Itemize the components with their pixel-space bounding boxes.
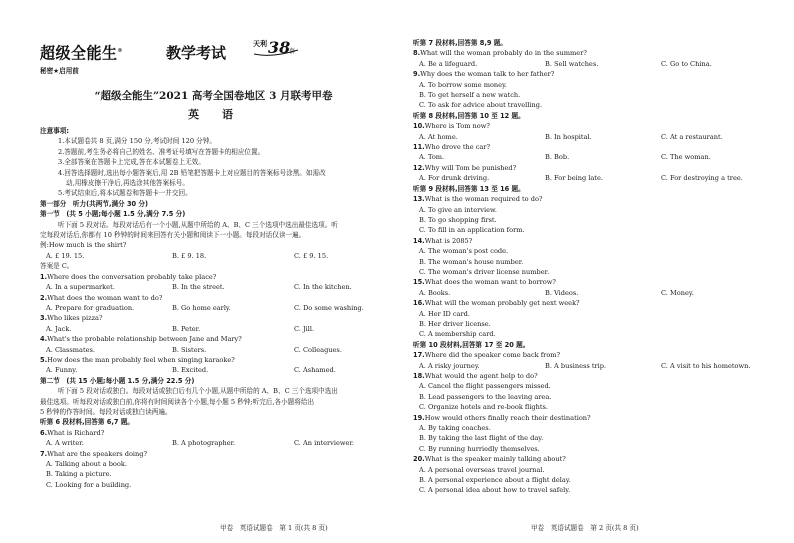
option-c: C. To fill in an application form. [419,226,525,235]
question-2-options [40,303,387,313]
option-a: A. A risky journey. [419,361,480,370]
option-c: C. Jill. [294,324,315,333]
question-12-options [413,173,768,183]
section-1-instructions-cont: 完每段对话后,你都有 10 秒钟的时间来回答有关小题和阅读下一小题。每段对话仅读一遍。 [40,231,306,240]
option-c: C. At a restaurant. [661,132,723,141]
option-b: B. Lead passengers to the leaving area. [419,392,552,401]
section-2-instructions: 听下面 5 段对话或独白。每段对话或独白后有几个小题,从题中所给的 A、B、C 三个选项中选出 [58,387,338,396]
tianli-38-badge [252,34,300,58]
section-1-instructions: 听下面 5 段对话。每段对话后有一个小题,从题中所给的 A、B、C 三个选项中选出最佳选项。听 [58,220,338,229]
option-a: A. Her ID card. [419,309,470,318]
option-b: B. Go home early. [172,303,231,312]
note-5: 5.考试结束后,将本试题卷和答题卡一并交回。 [58,189,192,198]
exam-title: “超级全能生”2021 高考全国卷地区 3 月联考甲卷 [94,90,333,102]
option-c: C. Colleagues. [294,345,342,354]
option-b: B. Sell watches. [545,59,599,68]
option-a: A. Talking about a book. [46,460,127,468]
option-a: A. For drunk driving. [419,174,490,183]
option-b: B. A photographer. [172,439,236,448]
question-6: 6.What is Richard? [40,428,105,437]
question-5-options [40,365,387,375]
question-8-options [413,59,768,69]
option-c: C. The woman. [661,153,711,162]
option-a: A. Classmates. [46,345,96,354]
material-8-heading: 听第 8 段材料,回答第 10 至 12 题。 [413,111,525,120]
brand-subtitle: 教学考试 [166,44,227,62]
material-6-heading: 听第 6 段材料,回答第 6,7 题。 [40,418,134,427]
note-4-cont: 动,用橡皮擦干净后,再选涂其他答案标号。 [66,179,189,188]
question-19: 19.How would others finally reach their destination? [413,413,591,422]
option-c: C. An interviewer. [294,439,354,448]
option-a: A. A personal overseas travel journal. [419,465,545,474]
question-6-options [40,438,387,448]
notes-heading: 注意事项: [40,127,70,135]
question-13: 13.What is the woman required to do? [413,195,543,204]
option-c: C. Go to China. [661,59,712,68]
option-b: B. Peter. [172,324,201,333]
option-a: A. Tom. [419,153,445,162]
option-b: B. Her driver license. [419,319,491,328]
option-c: C. Organize hotels and re-book flights. [419,403,549,412]
option-a: A. Prepare for graduation. [46,303,135,312]
option-a: A. The woman's post code. [419,247,509,256]
option-c: C. The woman's driver license number. [419,267,550,276]
question-20: 20.What is the speaker mainly talking about? [413,455,566,464]
option-c: C. A membership card. [419,330,496,339]
part-1-heading: 第一部分 听力(共两节,满分 30 分) [40,199,149,208]
note-1: 1.本试题卷共 8 页,满分 150 分,考试时间 120 分钟。 [58,137,216,146]
question-18: 18.What would the agent help to do? [413,372,538,380]
option-a: A. Jack. [46,324,72,333]
option-a: A. Funny. [46,366,78,375]
option-c: C. To ask for advice about travelling. [419,101,543,110]
option-b: B. To get herself a new watch. [419,91,521,100]
question-17: 17.Where did the speaker come back from? [413,351,561,360]
section-1-heading: 第一节 (共 5 小题;每小题 1.5 分,满分 7.5 分) [40,210,186,219]
option-c: C. Do some washing. [294,303,364,312]
section-2-instructions-cont-2: 5 秒钟的作答时间。每段对话或独白读两遍。 [40,407,172,416]
option-b: B. Videos. [545,288,579,297]
option-a: A. To give an interview. [419,205,497,214]
option-a: A. A writer. [46,439,84,448]
note-3: 3.全部答案在答题卡上完成,答在本试题卷上无效。 [58,158,205,167]
question-15: 15.What does the woman want to borrow? [413,278,556,287]
option-c: C. Ashamed. [294,366,336,375]
option-b: B. For being late. [545,174,603,183]
question-1-options [40,282,387,292]
option-b: B. The woman's house number. [419,257,524,266]
option-a: A. At home. [419,132,458,141]
confidential-label: 秘密★启用前 [40,67,79,75]
header [40,0,387,75]
option-b: B. To go shopping first. [419,215,497,224]
option-b: B. £ 9. 18. [172,251,207,260]
question-4-options [40,345,387,355]
question-14: 14.What is 2085? [413,236,473,245]
page-footer: 甲卷 英语试题卷 第 2 页(共 8 页) [531,524,639,532]
option-b: B. Excited. [172,366,209,375]
question-15-options [413,288,768,298]
material-10-heading: 听第 10 段材料,回答第 17 至 20 题。 [413,340,530,349]
option-c: C. Money. [661,288,694,297]
question-17-options [413,361,768,371]
option-c: C. Looking for a building. [46,480,132,489]
question-10-options [413,132,768,142]
option-b: B. In hospital. [545,132,592,141]
question-11-options [413,152,768,162]
option-b: B. By taking the last flight of the day. [419,434,544,443]
option-b: B. A business trip. [545,361,607,370]
example-answer: 答案是 C。 [40,262,74,271]
svg-text:套: 套 [289,48,296,55]
brand-logo: 超级全能生® [40,43,124,63]
option-a: A. To borrow some money. [419,80,508,89]
section-2-heading: 第二节 (共 15 小题;每小题 1.5 分,满分 22.5 分) [40,376,195,385]
example-question: 例:How much is the shirt? [40,241,127,250]
section-2-instructions-cont: 最佳选项。听每段对话或独白前,你将有时间阅读各个小题,每小题 5 秒钟;听完后,各小题将给出 [40,397,315,406]
option-a: A. Cancel the flight passengers missed. [419,382,551,391]
example-options [40,251,387,261]
svg-text:天利: 天利 [253,40,267,48]
option-a: A. Be a lifeguard. [419,59,478,68]
page-footer: 甲卷 英语试题卷 第 1 页(共 8 页) [220,524,328,532]
exam-subject: 英 语 [188,108,239,121]
option-c: C. In the kitchen. [294,283,352,292]
question-11: 11.Who drove the car? [413,143,491,152]
question-8: 8.What will the woman probably do in the summer? [413,49,587,58]
question-3: 3.Who likes pizza? [40,314,103,323]
material-7-heading: 听第 7 段材料,回答第 8,9 题。 [413,39,507,47]
option-b: B. Sisters. [172,345,207,354]
question-4: 4.What's the probable relationship between Jane and Mary? [40,335,242,344]
question-5: 5.How does the man probably feel when singing karaoke? [40,355,235,364]
option-c: C. £ 9. 15. [294,251,329,260]
option-c: C. For destroying a tree. [661,174,743,183]
question-9: 9.Why does the woman talk to her father? [413,70,555,79]
svg-text:38: 38 [268,38,291,57]
option-b: B. In the street. [172,283,225,292]
option-a: A. By taking coaches. [419,424,491,433]
page-2 [397,0,794,543]
option-a: A. £ 19. 15. [46,251,85,260]
question-12: 12.Why will Tom be punished? [413,163,517,172]
option-b: B. Taking a picture. [46,470,112,479]
option-a: A. Books. [419,288,451,297]
question-3-options [40,324,387,334]
question-2: 2.What does the woman want to do? [40,293,163,302]
option-c: C. By running hurriedly themselves. [419,444,540,453]
question-7: 7.What are the speakers doing? [40,449,148,458]
material-9-heading: 听第 9 段材料,回答第 13 至 16 题。 [413,184,525,193]
question-1: 1.Where does the conversation probably take place? [40,272,217,281]
question-16: 16.What will the woman probably get next week? [413,299,580,308]
option-c: C. A personal idea about how to travel safely. [419,486,571,495]
option-b: B. A personal experience about a flight delay. [419,476,571,485]
question-10: 10.Where is Tom now? [413,122,490,131]
option-b: B. Bob. [545,153,570,162]
note-2: 2.答题前,考生务必将自己的姓名、准考证号填写在答题卡的相应位置。 [58,147,265,156]
note-4: 4.回答选择题时,选出每小题答案后,用 2B 铅笔把答题卡上对应题目的答案标号涂黑。如需改 [58,168,326,177]
option-c: C. A visit to his hometown. [661,361,751,370]
option-a: A. In a supermarket. [46,283,115,292]
